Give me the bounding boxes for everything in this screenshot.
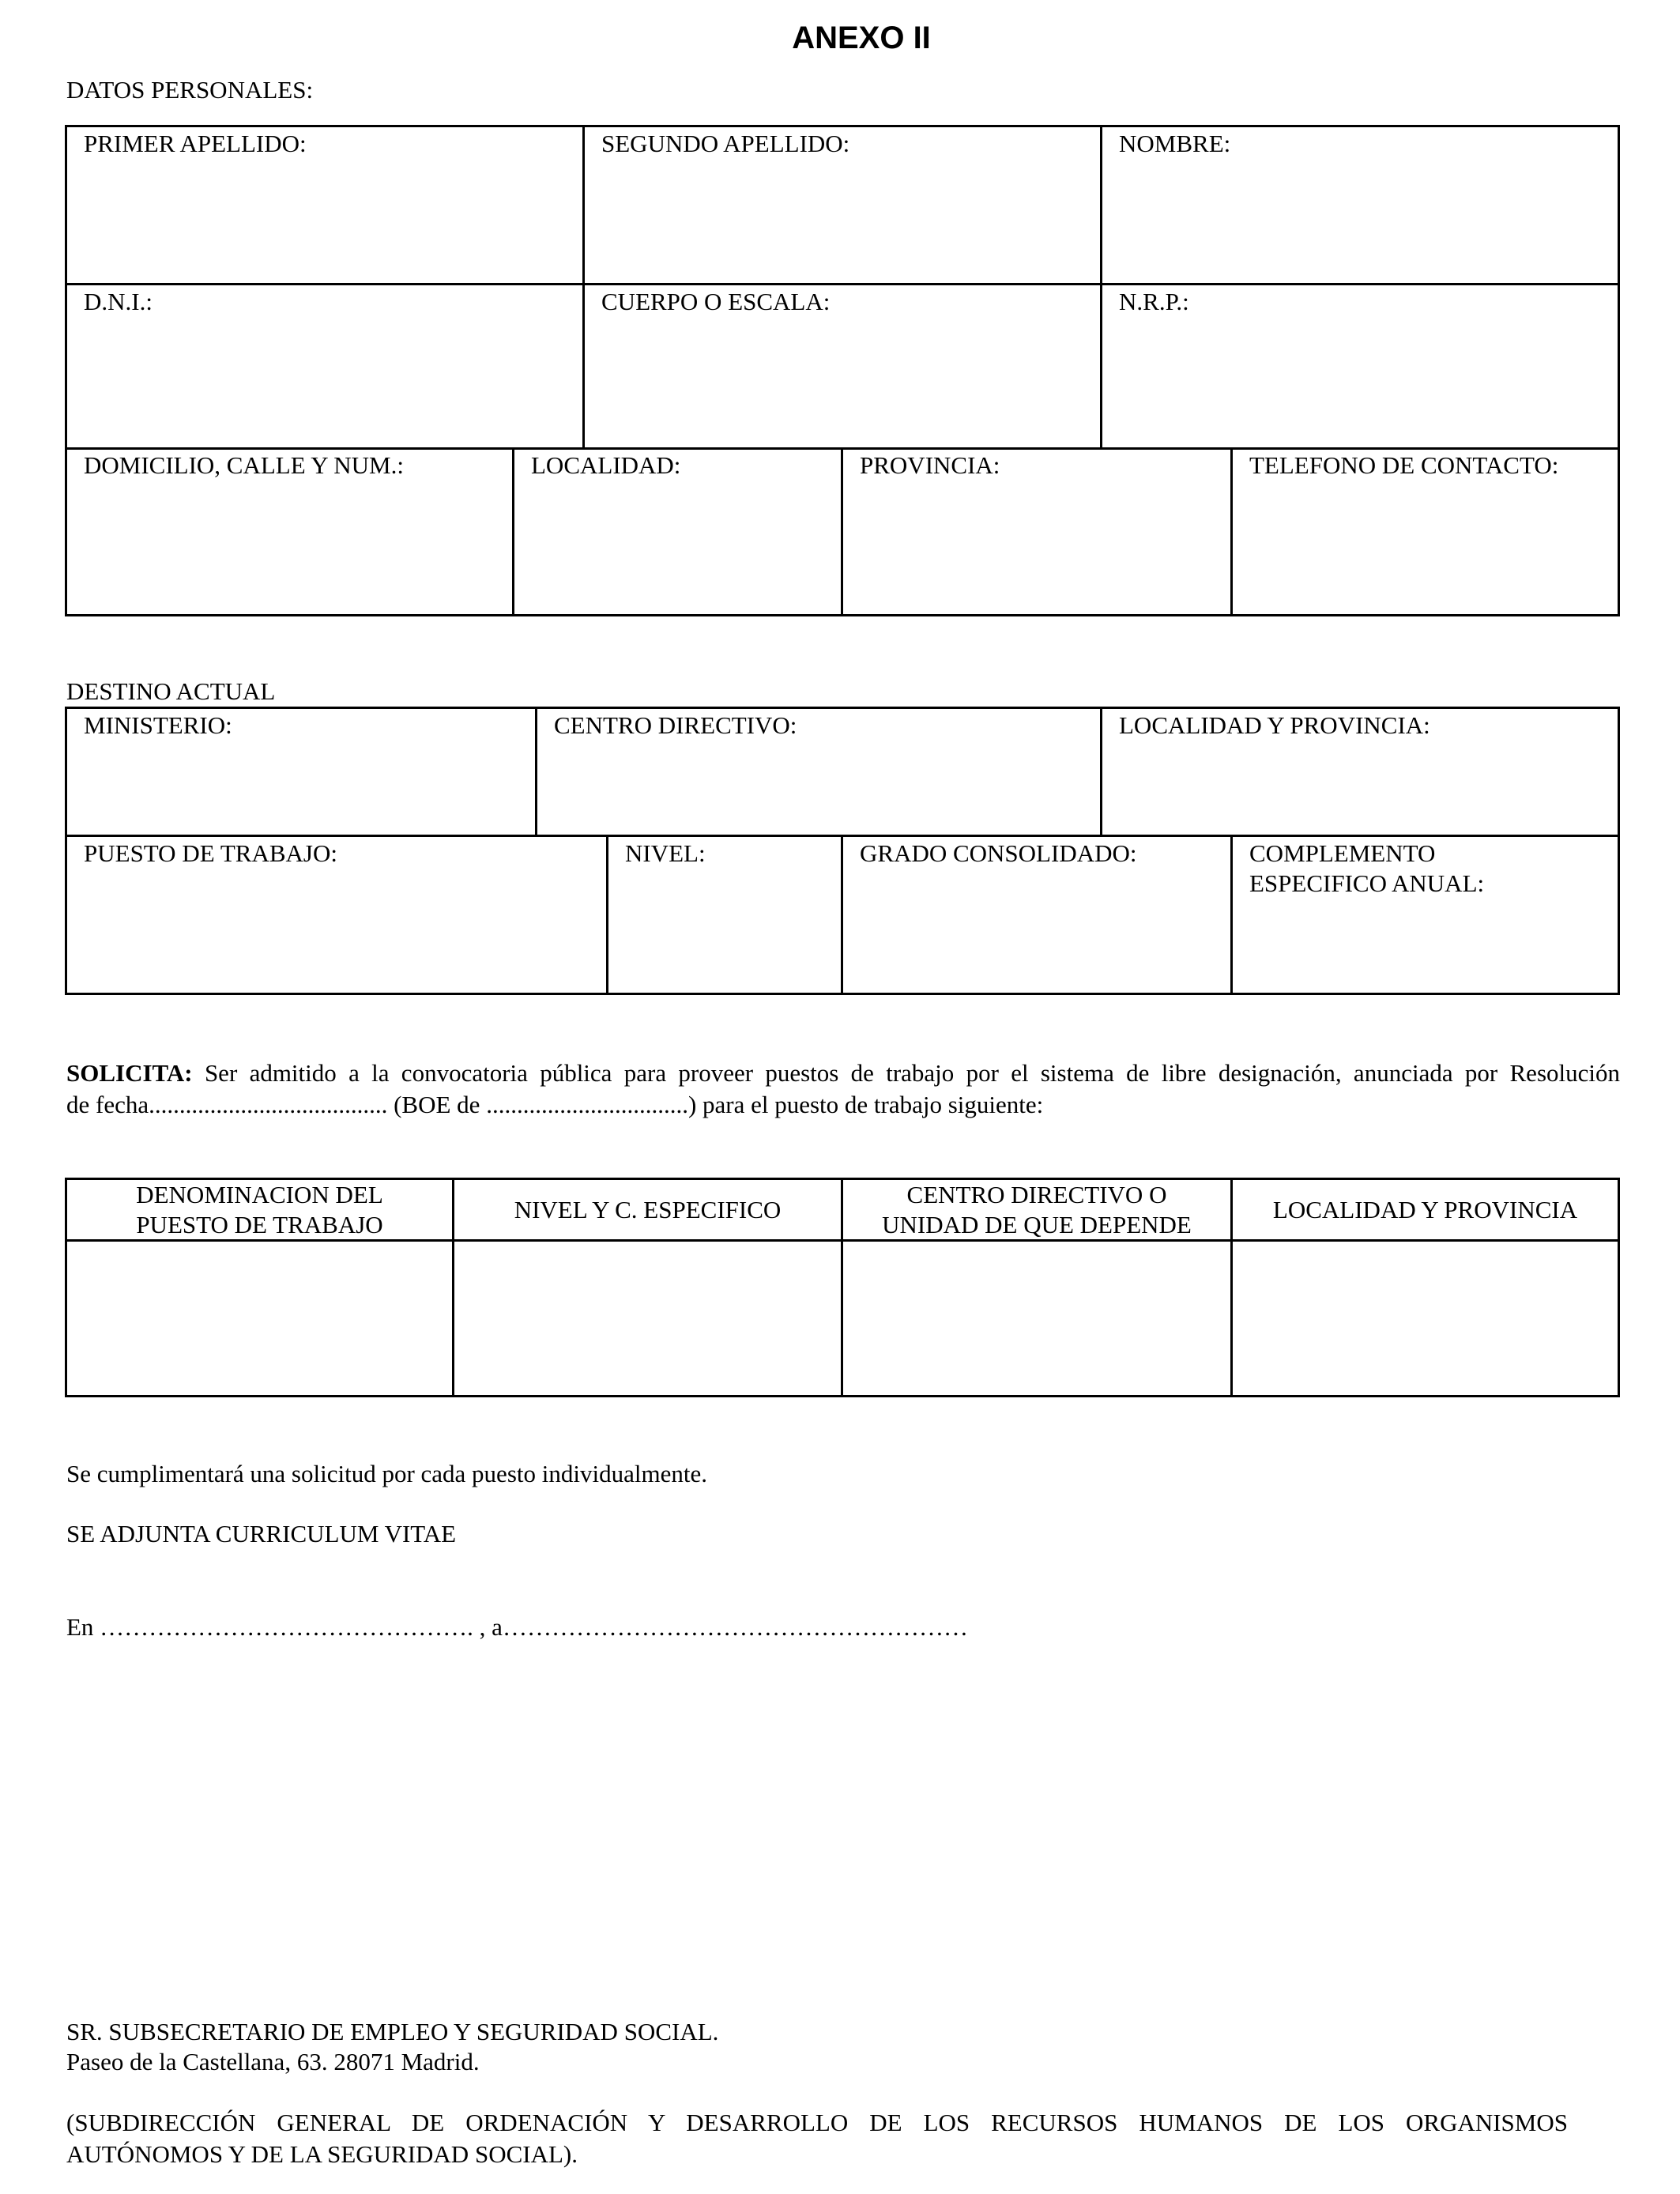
dni-label: D.N.I.: xyxy=(84,288,153,315)
page-title: ANEXO II xyxy=(792,21,931,55)
address-line-1: SR. SUBSECRETARIO DE EMPLEO Y SEGURIDAD SOCIAL. xyxy=(66,2018,719,2045)
divider xyxy=(535,707,537,837)
primer-apellido-label: PRIMER APELLIDO: xyxy=(84,130,307,157)
centro-directivo-label: CENTRO DIRECTIVO: xyxy=(554,711,797,739)
provincia-label: PROVINCIA: xyxy=(860,451,1000,479)
divider xyxy=(512,447,514,616)
subdireccion-line-2: AUTÓNOMOS Y DE LA SEGURIDAD SOCIAL). xyxy=(66,2140,578,2168)
ministerio-label: MINISTERIO: xyxy=(84,711,232,739)
nombre-label: NOMBRE: xyxy=(1119,130,1231,157)
col-centro-header xyxy=(843,1180,1230,1240)
puesto-trabajo-label: PUESTO DE TRABAJO: xyxy=(84,839,337,867)
divider xyxy=(606,835,608,995)
nrp-label: N.R.P.: xyxy=(1119,288,1189,315)
note-text: Se cumplimentará una solicitud por cada puesto individualmente. xyxy=(66,1460,707,1487)
en-line: En ………………………………………. , a………………………………………………… xyxy=(66,1613,968,1641)
divider xyxy=(582,125,585,450)
col-localidad-header: LOCALIDAD Y PROVINCIA xyxy=(1272,1196,1578,1223)
complemento-label-line1: COMPLEMENTO xyxy=(1249,839,1436,867)
divider xyxy=(65,283,1620,285)
localidad-label: LOCALIDAD: xyxy=(531,451,681,479)
divider xyxy=(1100,707,1102,837)
col-denominacion-line1: DENOMINACION DEL xyxy=(136,1181,383,1208)
complemento-label-line2: ESPECIFICO ANUAL: xyxy=(1249,869,1485,897)
subdireccion-paragraph xyxy=(66,2107,1568,2170)
divider xyxy=(1100,125,1102,450)
divider xyxy=(1230,447,1233,616)
telefono-label: TELEFONO DE CONTACTO: xyxy=(1249,451,1559,479)
col-denominacion-line2: PUESTO DE TRABAJO xyxy=(136,1211,383,1238)
divider xyxy=(1230,835,1233,995)
grado-consolidado-label: GRADO CONSOLIDADO: xyxy=(860,839,1137,867)
col-nivel-header: NIVEL Y C. ESPECIFICO xyxy=(514,1196,782,1223)
complemento-label xyxy=(1249,839,1484,899)
solicita-text-1: Ser admitido a la convocatoria pública para proveer puestos de trabajo por el sistema de libre designación, anunciada por Resolución xyxy=(192,1059,1620,1087)
solicita-line-1 xyxy=(66,1057,1620,1089)
col-centro-line2: UNIDAD DE QUE DEPENDE xyxy=(882,1211,1192,1238)
localidad-provincia-label: LOCALIDAD Y PROVINCIA: xyxy=(1119,711,1430,739)
divider xyxy=(841,835,843,995)
divider xyxy=(841,447,843,616)
nivel-label: NIVEL: xyxy=(625,839,706,867)
col-centro-line1: CENTRO DIRECTIVO O xyxy=(906,1181,1167,1208)
col-denominacion-header xyxy=(67,1180,452,1240)
subdireccion-line-1: (SUBDIRECCIÓN GENERAL DE ORDENACIÓN Y DESARROLLO DE LOS RECURSOS HUMANOS DE LOS ORGANISMOS xyxy=(66,2109,1568,2136)
solicita-label: SOLICITA: xyxy=(66,1059,193,1087)
curriculum-text: SE ADJUNTA CURRICULUM VITAE xyxy=(66,1520,457,1547)
personal-heading: DATOS PERSONALES: xyxy=(66,76,314,104)
solicita-line-2: de fecha....................................... (BOE de .................................) para el puesto de trabajo siguiente: xyxy=(66,1091,1044,1118)
address-line-2: Paseo de la Castellana, 63. 28071 Madrid. xyxy=(66,2048,480,2075)
domicilio-label: DOMICILIO, CALLE Y NUM.: xyxy=(84,451,404,479)
cuerpo-escala-label: CUERPO O ESCALA: xyxy=(601,288,831,315)
solicita-paragraph xyxy=(66,1057,1620,1121)
destino-heading: DESTINO ACTUAL xyxy=(66,677,276,705)
segundo-apellido-label: SEGUNDO APELLIDO: xyxy=(601,130,850,157)
